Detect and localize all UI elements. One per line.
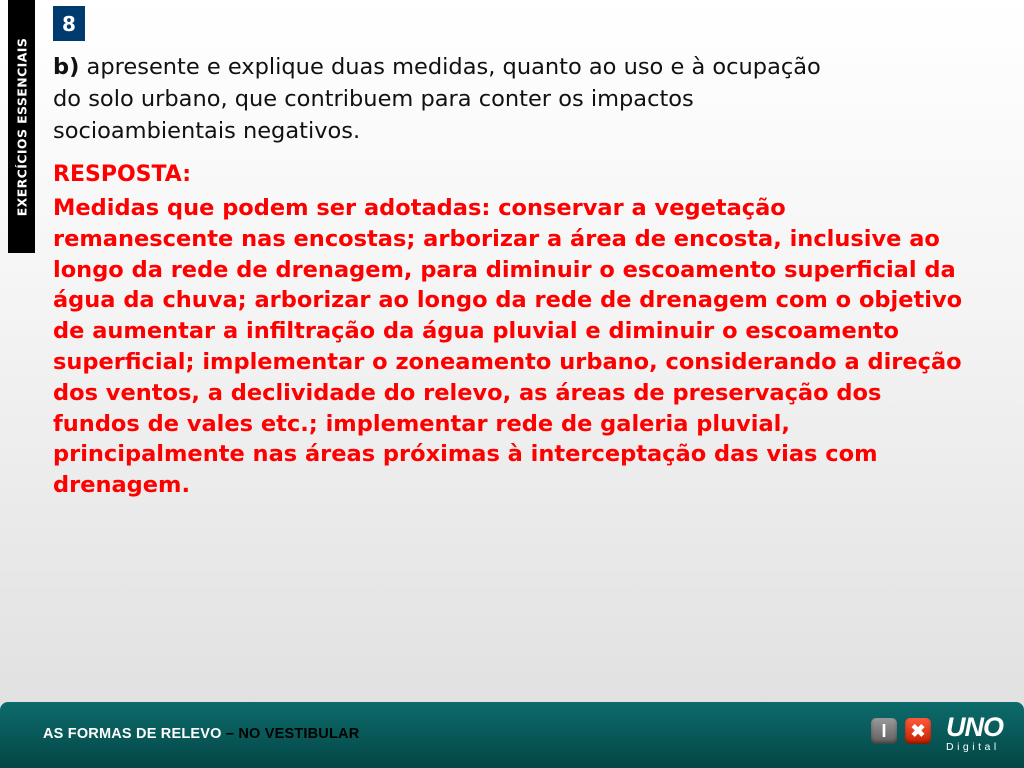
close-icon: ✖	[910, 720, 926, 741]
question-text-block	[53, 51, 853, 147]
uno-digital-logo	[946, 714, 1010, 756]
footer-bar	[0, 702, 1024, 768]
side-tab	[8, 0, 35, 253]
question-text: apresente e explique duas medidas, quanto ao uso e à ocupação do solo urbano, que contribuem para conter os impactos socioambientais negativos.	[53, 54, 821, 144]
question-label: b)	[53, 54, 80, 80]
logo-sub: Digital	[946, 741, 1000, 753]
footer-title	[43, 726, 359, 742]
info-icon: I	[881, 720, 887, 741]
logo-main: UNO	[946, 712, 1003, 742]
answer-label: RESPOSTA:	[53, 162, 192, 187]
answer-text: Medidas que podem ser adotadas: conservar a vegetação remanescente nas encostas; arborizar a área de encosta, inclusive ao longo da rede de drenagem, para diminuir o escoamento superficial da água da chuva; arborizar ao longo da rede de drenagem com o objetivo de aumentar a infiltração da água pluvial e diminuir o escoamento superficial; implementar o zoneamento urbano, considerando a direção dos ventos, a declividade do relevo, as áreas de preservação dos fundos de vales etc.; implementar rede de galeria pluvial, principalmente nas áreas próximas à interceptação das vias com drenagem.	[53, 195, 963, 499]
info-button[interactable]	[871, 718, 897, 744]
question-number-badge: 8	[53, 6, 85, 41]
close-button[interactable]	[905, 718, 931, 744]
side-tab-label: EXERCÍCIOS ESSENCIAIS	[14, 37, 29, 216]
footer-title-sub: – NO VESTIBULAR	[225, 726, 360, 742]
footer-title-main: AS FORMAS DE RELEVO	[43, 726, 222, 742]
